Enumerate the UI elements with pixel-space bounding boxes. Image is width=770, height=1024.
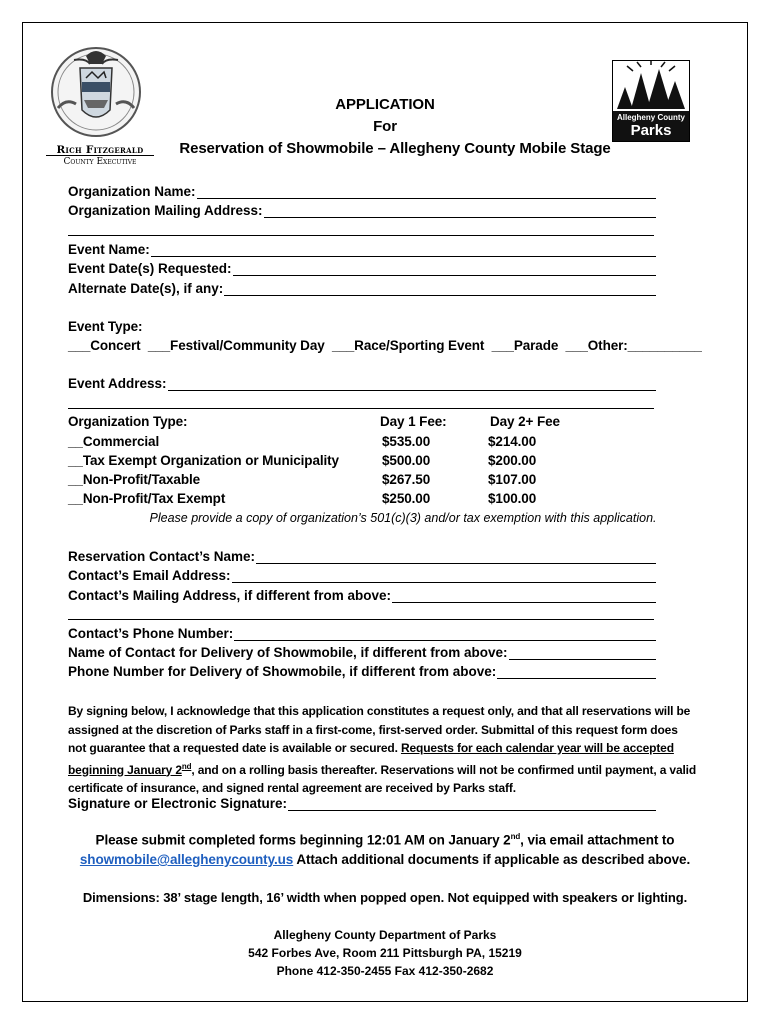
- contact-phone-label: Contact’s Phone Number:: [68, 626, 234, 641]
- fee-row-day2: $200.00: [488, 453, 537, 468]
- submit-instructions-line1: [22, 832, 748, 848]
- delivery-phone-field[interactable]: [68, 664, 656, 679]
- delivery-phone-label: Phone Number for Delivery of Showmobile, if different from above:: [68, 664, 497, 679]
- fee-row-day1: $267.50: [382, 472, 431, 487]
- delivery-contact-name-field[interactable]: [68, 645, 656, 660]
- ack-text-underlined: Requests for each calendar year will be accepted beginning January 2: [68, 741, 674, 777]
- organization-mailing-label: Organization Mailing Address:: [68, 203, 263, 218]
- executive-name: Rich Fitzgerald: [56, 144, 144, 156]
- event-address-field[interactable]: [68, 376, 656, 391]
- fee-row-type[interactable]: __Commercial: [68, 434, 160, 449]
- submit-email-link[interactable]: showmobile@alleghenycounty.us: [79, 852, 294, 867]
- contact-mailing-label: Contact’s Mailing Address, if different from above:: [68, 588, 392, 603]
- submit-line2-rest: Attach additional documents if applicable as described above.: [293, 852, 691, 867]
- event-name-label: Event Name:: [68, 242, 150, 257]
- fee-col-org-type: Organization Type:: [68, 414, 188, 429]
- fee-col-day2: Day 2+ Fee: [490, 414, 560, 429]
- footer-dept: Allegheny County Department of Parks: [273, 928, 497, 942]
- contact-mailing-line2[interactable]: [68, 607, 654, 620]
- contact-name-label: Reservation Contact’s Name:: [68, 549, 256, 564]
- event-address-line2[interactable]: [68, 396, 654, 409]
- event-type-options[interactable]: ___Concert ___Festival/Community Day ___Race/Sporting Event ___Parade ___Other:__________: [68, 338, 702, 353]
- submit-line1-sup: nd: [510, 832, 521, 841]
- executive-title: County Executive: [46, 155, 154, 167]
- acknowledgement-paragraph: [68, 702, 696, 798]
- submit-instructions-line2: [22, 852, 748, 867]
- fee-row-day2: $214.00: [488, 434, 537, 449]
- title-application: APPLICATION: [335, 96, 435, 113]
- event-dates-label: Event Date(s) Requested:: [68, 261, 232, 276]
- event-name-field[interactable]: [68, 242, 656, 257]
- delivery-contact-name-label: Name of Contact for Delivery of Showmobile, if different from above:: [68, 645, 508, 660]
- alternate-dates-label: Alternate Date(s), if any:: [68, 281, 224, 296]
- contact-name-field[interactable]: [68, 549, 656, 564]
- ack-text-sup: nd: [181, 761, 192, 771]
- submit-line1-text: Please submit completed forms beginning 12:01 AM on January 2: [95, 832, 511, 848]
- fee-row-day2: $107.00: [488, 472, 537, 487]
- submit-line1-end: , via email attachment to: [520, 832, 675, 848]
- parks-logo-line2: Parks: [630, 122, 672, 139]
- title-reservation: Reservation of Showmobile – Allegheny County Mobile Stage: [179, 140, 611, 157]
- organization-mailing-line2[interactable]: [68, 223, 654, 236]
- ack-text-part1: By signing below, I acknowledge that this application constitutes a request only, and that all reservations will be assigned at the discretion of Parks staff in a first-come, first-served order. Submittal of this request form does not guarantee that a requested date is available or secured.: [68, 704, 691, 755]
- fee-row-day1: $500.00: [382, 453, 431, 468]
- event-dates-field[interactable]: [68, 261, 656, 276]
- fee-row-type[interactable]: __Tax Exempt Organization or Municipality: [68, 453, 339, 468]
- fee-row-type[interactable]: __Non-Profit/Tax Exempt: [68, 491, 226, 506]
- event-type-label: Event Type:: [68, 319, 143, 334]
- organization-name-field[interactable]: [68, 184, 656, 199]
- ack-text-part2: , and on a rolling basis thereafter. Reservations will not be confirmed until payment, a valid certificate of insurance, and signed rental agreement are received by Parks staff.: [68, 762, 697, 795]
- title-for: For: [373, 118, 397, 135]
- contact-phone-field[interactable]: [68, 626, 656, 641]
- fee-row-day2: $100.00: [488, 491, 537, 506]
- event-address-label: Event Address:: [68, 376, 167, 391]
- fee-row-day1: $535.00: [382, 434, 431, 449]
- footer-address: 542 Forbes Ave, Room 211 Pittsburgh PA, 15219: [248, 946, 522, 960]
- alternate-dates-field[interactable]: [68, 281, 656, 296]
- contact-email-label: Contact’s Email Address:: [68, 568, 231, 583]
- signature-label: Signature or Electronic Signature:: [68, 796, 288, 811]
- fee-row-type[interactable]: __Non-Profit/Taxable: [68, 472, 201, 487]
- contact-email-field[interactable]: [68, 568, 656, 583]
- contact-mailing-field[interactable]: [68, 588, 656, 603]
- fee-col-day1: Day 1 Fee:: [380, 414, 447, 429]
- organization-name-label: Organization Name:: [68, 184, 196, 199]
- organization-mailing-field[interactable]: [68, 203, 656, 218]
- parks-logo-line1: Allegheny County: [616, 113, 685, 122]
- footer-phone: Phone 412-350-2455 Fax 412-350-2682: [276, 964, 494, 978]
- dimensions-note: Dimensions: 38’ stage length, 16’ width when popped open. Not equipped with speakers or lighting.: [82, 890, 688, 905]
- fee-row-day1: $250.00: [382, 491, 431, 506]
- signature-field[interactable]: [68, 796, 656, 811]
- tax-exemption-note: Please provide a copy of organization’s 501(c)(3) and/or tax exemption with this application.: [149, 511, 657, 525]
